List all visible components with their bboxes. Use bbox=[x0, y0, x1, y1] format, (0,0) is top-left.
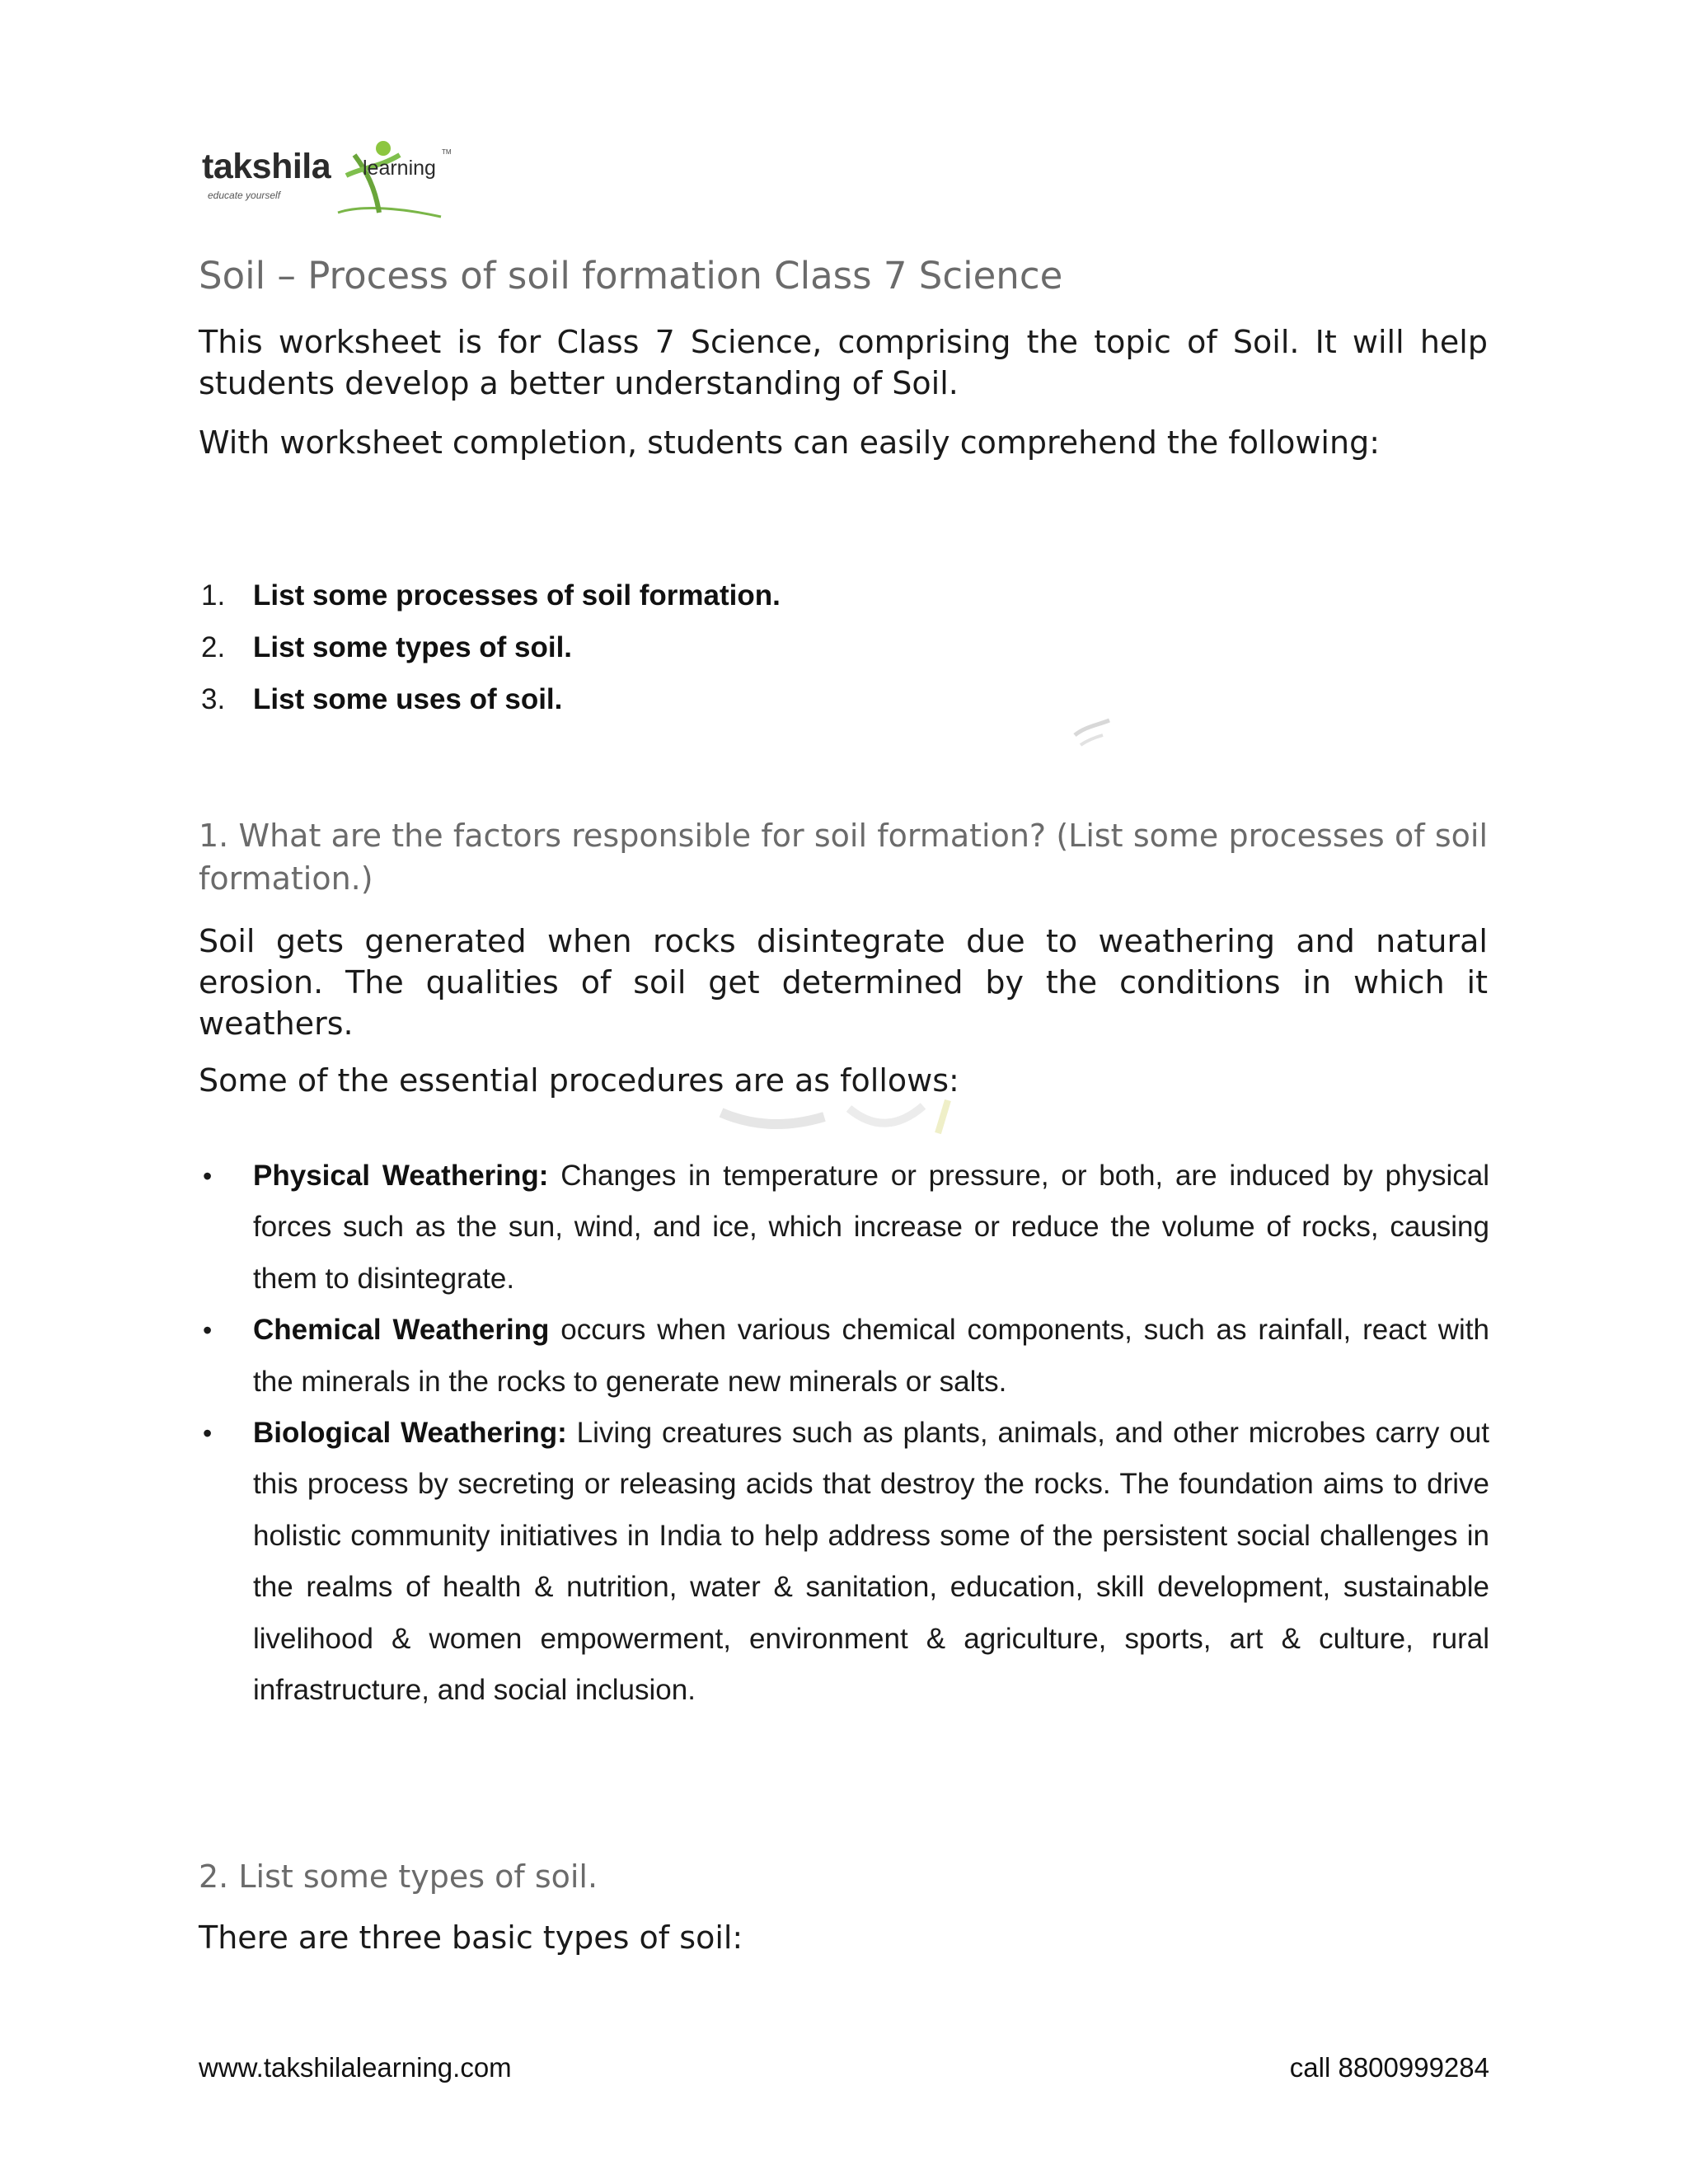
logo-wordmark: takshila bbox=[202, 147, 331, 186]
weathering-term: Biological Weathering: bbox=[253, 1417, 567, 1450]
objective-text: List some processes of soil formation. bbox=[253, 579, 781, 612]
bullet-icon: • bbox=[203, 1418, 213, 1449]
weathering-item bbox=[199, 1151, 1489, 1305]
weathering-item bbox=[199, 1408, 1489, 1716]
logo-tagline: educate yourself bbox=[208, 190, 281, 201]
objective-item bbox=[201, 627, 1025, 679]
page-title: Soil – Process of soil formation Class 7 Science bbox=[199, 254, 1063, 298]
objective-number: 2. bbox=[201, 631, 226, 663]
bullet-icon: • bbox=[203, 1161, 213, 1191]
weathering-list bbox=[199, 1151, 1489, 1716]
bullet-icon: • bbox=[203, 1315, 213, 1346]
objective-number: 3. bbox=[201, 683, 226, 715]
weathering-description: Living creatures such as plants, animals, and other microbes carry out this process by secreting or releasing acids that destroy the rocks. The foundation aims to drive holistic community initiatives in India to help address some of the persistent social challenges in the realms of health & nutrition, water & sanitation, education, skill development, sustainable livelihood & women empowerment, environment & agriculture, sports, art & culture, rural infrastructure, and social inclusion. bbox=[253, 1417, 1489, 1707]
objective-item bbox=[201, 575, 1025, 627]
weathering-term: Physical Weathering: bbox=[253, 1160, 549, 1192]
weathering-term: Chemical Weathering bbox=[253, 1314, 550, 1347]
logo-trademark: TM bbox=[442, 148, 452, 156]
objectives-list bbox=[201, 575, 1025, 731]
question-2-answer: There are three basic types of soil: bbox=[199, 1919, 743, 1956]
objective-text: List some types of soil. bbox=[253, 631, 573, 663]
question-1-heading: 1. What are the factors responsible for soil formation? (List some processes of soil formation.) bbox=[199, 818, 1488, 897]
watermark-logo-icon bbox=[717, 1096, 964, 1137]
objective-text: List some uses of soil. bbox=[253, 683, 563, 715]
weathering-description: Changes in temperature or pressure, or both, are induced by physical forces such as the sun, wind, and ice, which increase or reduce the volume of rocks, causing them to disintegrate. bbox=[253, 1160, 1489, 1295]
question-1-lead: Some of the essential procedures are as follows: bbox=[199, 1062, 959, 1099]
weathering-item bbox=[199, 1305, 1489, 1408]
question-2-heading: 2. List some types of soil. bbox=[199, 1858, 598, 1895]
watermark-fragment-icon bbox=[1068, 710, 1118, 752]
question-1-answer: Soil gets generated when rocks disintegrate due to weathering and natural erosion. The qualities of soil get determined by the conditions in which it weathers. bbox=[199, 923, 1488, 1042]
objective-item bbox=[201, 679, 1025, 731]
footer-website-link[interactable]: www.takshilalearning.com bbox=[199, 2052, 512, 2083]
logo-learning-text: learning bbox=[363, 157, 436, 180]
intro-paragraph: This worksheet is for Class 7 Science, comprising the topic of Soil. It will help students develop a better understanding of Soil. bbox=[199, 324, 1488, 401]
weathering-description: occurs when various chemical components, such as rainfall, react with the minerals in the rocks to generate new minerals or salts. bbox=[253, 1314, 1489, 1398]
intro-lead: With worksheet completion, students can easily comprehend the following: bbox=[199, 424, 1380, 461]
takshila-logo bbox=[198, 130, 462, 223]
objective-number: 1. bbox=[201, 579, 226, 612]
footer-phone: call 8800999284 bbox=[1289, 2052, 1489, 2083]
